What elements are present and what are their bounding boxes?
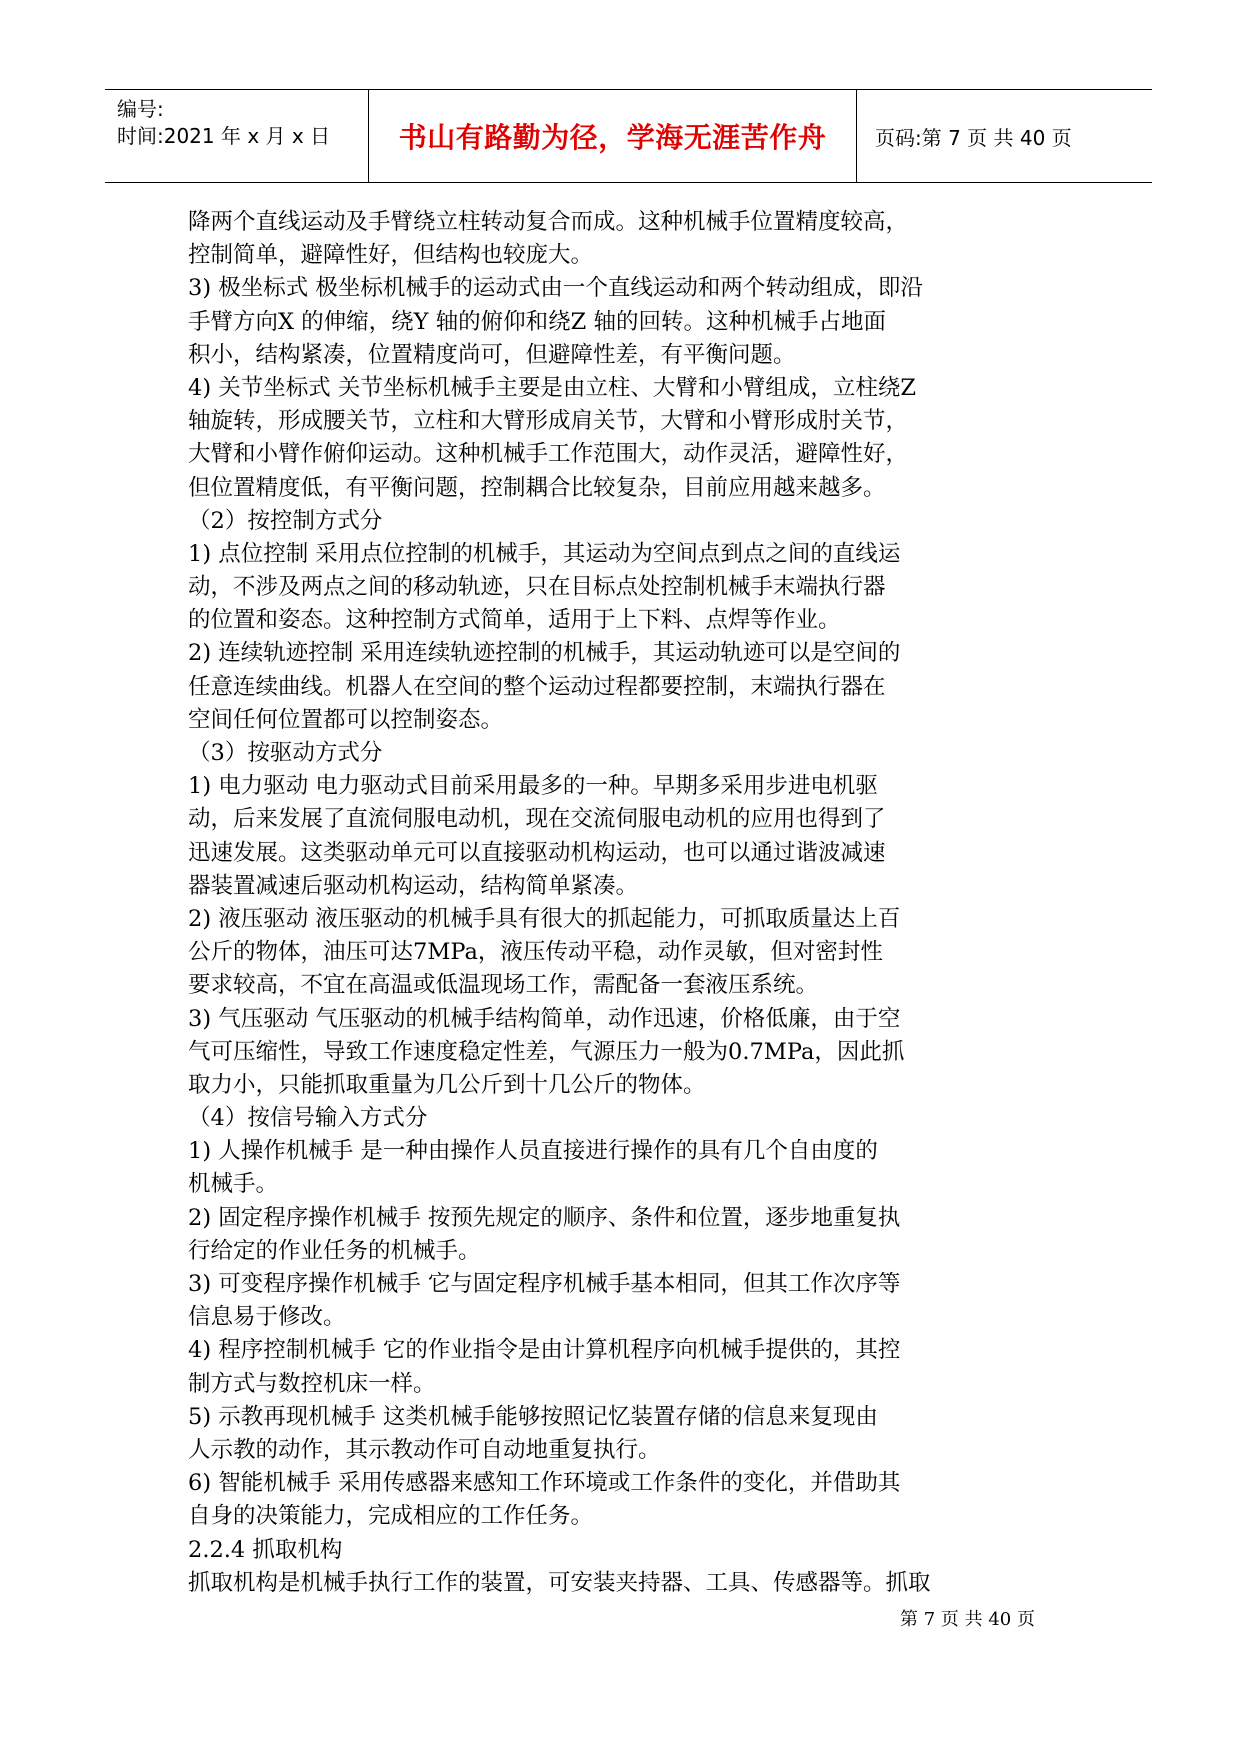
header-motto-cell bbox=[369, 90, 857, 182]
text-line: 制方式与数控机床一样。 bbox=[188, 1370, 436, 1397]
text-line: 4) 程序控制机械手 它的作业指令是由计算机程序向机械手提供的，其控 bbox=[188, 1337, 901, 1364]
header-motto: 书山有路勤为径，学海无涯苦作舟 bbox=[398, 121, 827, 154]
text-line: 行给定的作业任务的机械手。 bbox=[188, 1237, 481, 1264]
text-line: 器装置减速后驱动机构运动，结构简单紧凑。 bbox=[188, 872, 639, 899]
text-line: 大臂和小臂作俯仰运动。这种机械手工作范围大，动作灵活，避障性好， bbox=[188, 441, 909, 468]
text-line: 1) 电力驱动 电力驱动式目前采用最多的一种。早期多采用步进电机驱 bbox=[188, 773, 878, 800]
header-meta-cell bbox=[105, 90, 369, 182]
text-line: 公斤的物体，油压可达7MPa，液压传动平稳，动作灵敏，但对密封性 bbox=[188, 939, 883, 966]
text-line: 2.2.4 抓取机构 bbox=[188, 1536, 343, 1563]
text-line: 的位置和姿态。这种控制方式简单，适用于上下料、点焊等作业。 bbox=[188, 607, 841, 634]
text-line: 取力小，只能抓取重量为几公斤到十几公斤的物体。 bbox=[188, 1071, 706, 1098]
text-line: 1) 人操作机械手 是一种由操作人员直接进行操作的具有几个自由度的 bbox=[188, 1138, 878, 1165]
text-line: 机械手。 bbox=[188, 1171, 279, 1198]
text-line: 信息易于修改。 bbox=[188, 1304, 346, 1331]
header-page-info: 页码:第 7 页 共 40 页 bbox=[875, 125, 1072, 150]
page-footer: 第 7 页 共 40 页 bbox=[900, 1609, 1035, 1630]
text-line: 迅速发展。这类驱动单元可以直接驱动机构运动，也可以通过谐波减速 bbox=[188, 839, 886, 866]
text-line: 要求较高，不宜在高温或低温现场工作，需配备一套液压系统。 bbox=[188, 972, 819, 999]
text-line: 手臂方向X 的伸缩，绕Y 轴的俯仰和绕Z 轴的回转。这种机械手占地面 bbox=[188, 308, 886, 335]
text-line: 控制简单，避障性好，但结构也较庞大。 bbox=[188, 242, 594, 269]
text-line: 动，不涉及两点之间的移动轨迹，只在目标点处控制机械手末端执行器 bbox=[188, 574, 886, 601]
text-line: （4）按信号输入方式分 bbox=[188, 1105, 428, 1132]
document-body bbox=[188, 206, 1018, 1600]
text-line: 2) 连续轨迹控制 采用连续轨迹控制的机械手，其运动轨迹可以是空间的 bbox=[188, 640, 901, 667]
text-line: 抓取机构是机械手执行工作的装置，可安装夹持器、工具、传感器等。抓取 bbox=[188, 1569, 931, 1596]
text-line: （2）按控制方式分 bbox=[188, 507, 383, 534]
page-header bbox=[105, 89, 1152, 183]
text-line: 6) 智能机械手 采用传感器来感知工作环境或工作条件的变化，并借助其 bbox=[188, 1470, 901, 1497]
text-line: 3) 气压驱动 气压驱动的机械手结构简单，动作迅速，价格低廉，由于空 bbox=[188, 1005, 901, 1032]
text-line: 4) 关节坐标式 关节坐标机械手主要是由立柱、大臂和小臂组成，立柱绕Z bbox=[188, 374, 917, 401]
text-line: 2) 液压驱动 液压驱动的机械手具有很大的抓起能力，可抓取质量达上百 bbox=[188, 905, 901, 932]
document-time-label: 时间:2021 年 x 月 x 日 bbox=[117, 124, 331, 148]
text-line: 积小，结构紧凑，位置精度尚可，但避障性差，有平衡问题。 bbox=[188, 341, 796, 368]
text-line: 3) 可变程序操作机械手 它与固定程序机械手基本相同，但其工作次序等 bbox=[188, 1271, 901, 1297]
document-number-label: 编号: bbox=[117, 97, 164, 121]
text-line: 5) 示教再现机械手 这类机械手能够按照记忆装置存储的信息来复现由 bbox=[188, 1403, 878, 1430]
text-line: 空间任何位置都可以控制姿态。 bbox=[188, 706, 504, 733]
text-line: 动，后来发展了直流伺服电动机，现在交流伺服电动机的应用也得到了 bbox=[188, 806, 886, 833]
text-line: 2) 固定程序操作机械手 按预先规定的顺序、条件和位置，逐步地重复执 bbox=[188, 1204, 901, 1231]
text-line: 人示教的动作，其示教动作可自动地重复执行。 bbox=[188, 1436, 661, 1463]
text-line: 但位置精度低，有平衡问题，控制耦合比较复杂，目前应用越来越多。 bbox=[188, 474, 886, 501]
text-line: 轴旋转，形成腰关节，立柱和大臂形成肩关节，大臂和小臂形成肘关节， bbox=[188, 408, 909, 435]
text-line: 1) 点位控制 采用点位控制的机械手，其运动为空间点到点之间的直线运 bbox=[188, 540, 901, 567]
text-line: 自身的决策能力，完成相应的工作任务。 bbox=[188, 1503, 594, 1530]
text-line: 气可压缩性，导致工作速度稳定性差，气源压力一般为0.7MPa，因此抓 bbox=[188, 1038, 905, 1065]
text-line: 任意连续曲线。机器人在空间的整个运动过程都要控制，末端执行器在 bbox=[188, 673, 886, 700]
text-line: 3) 极坐标式 极坐标机械手的运动式由一个直线运动和两个转动组成，即沿 bbox=[188, 275, 923, 302]
text-line: （3）按驱动方式分 bbox=[188, 740, 383, 766]
header-page-cell bbox=[857, 90, 1152, 182]
text-line: 降两个直线运动及手臂绕立柱转动复合而成。这种机械手位置精度较高， bbox=[188, 209, 909, 235]
